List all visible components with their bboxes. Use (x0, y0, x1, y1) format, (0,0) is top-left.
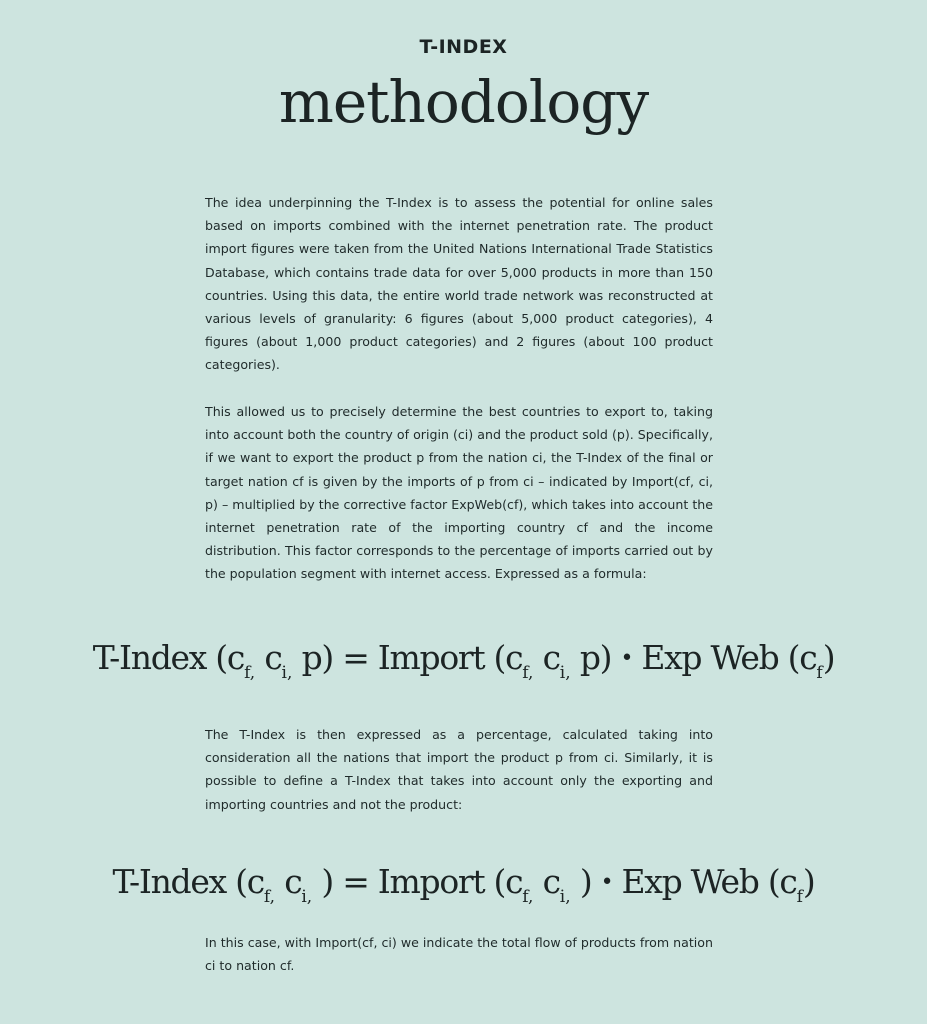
paragraph-method: This allowed us to precisely determine the best countries to export to, taking into account both the country of origin (ci) and the product sold (p). Specifically, if we want to export the product p from the nation ci, the T-Index of the final or target nation cf is given by the imports of p from ci – indicated by Import(cf, ci, p) – multiplied by the corrective factor ExpWeb(cf), which takes into account the internet penetration rate of the importing country cf and the income distribution. This factor corresponds to the percentage of imports carried out by the population segment with internet access. Expressed as a formula: (205, 404, 713, 582)
formula-tindex-countries: T-Index ($c_{f,}$ $c_{i,}$ ) = Import ($c_{f,}$ $c_{i,}$ ) • Exp Web $(c_f)$ (112, 862, 815, 907)
formula-tindex-product: T-Index ($c_{f,}$ $c_{i,}$ p) = Import ($c_{f,}$ $c_{i,}$ p) • Exp Web $(c_f)$ (92, 638, 835, 683)
page-title: methodology (278, 68, 649, 136)
section-kicker: T-INDEX (419, 36, 508, 58)
paragraph-intro: The idea underpinning the T-Index is to assess the potential for online sales based on imports combined with the internet penetration rate. The product import figures were taken from the United Nations International Trade Statistics Database, which contains trade data for over 5,000 products in more than 150 countries. Using this data, the entire world trade network was reconstructed at various levels of granularity: 6 figures (about 5,000 product categories), 4 figures (about 1,000 product categories) and 2 figures (about 100 product categories). (205, 195, 713, 373)
paragraph-percentage: The T-Index is then expressed as a percentage, calculated taking into consideration all the nations that import the product p from ci. Similarly, it is possible to define a T-Index that takes into account only the exporting and importing countries and not the product: (205, 727, 713, 812)
paragraph-case: In this case, with Import(cf, ci) we indicate the total flow of products from nation ci to nation cf. (205, 935, 713, 974)
